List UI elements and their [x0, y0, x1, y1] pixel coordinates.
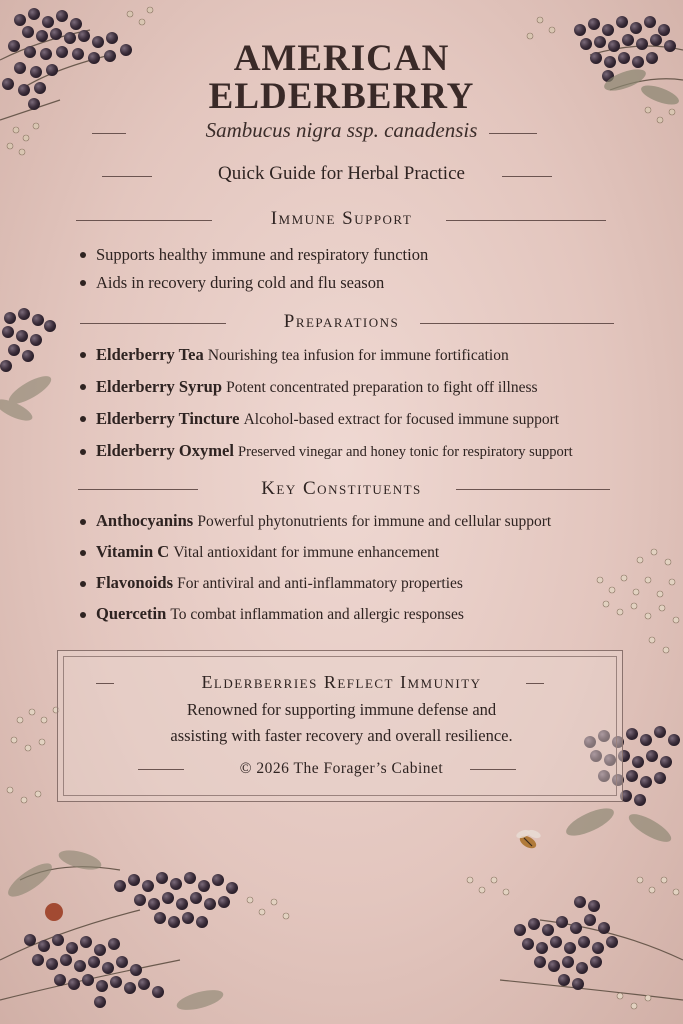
list-item: Aids in recovery during cold and flu season: [80, 269, 428, 297]
section-heading-immune: Immune Support: [270, 208, 413, 229]
list-item: Elderberry Tincture Alcohol-based extract for focused immune support: [80, 403, 573, 435]
list-item: Elderberry Oxymel Preserved vinegar and honey tonic for respiratory support: [80, 435, 573, 468]
title-line-2: ELDERBERRY: [208, 76, 475, 117]
list-item: Supports healthy immune and respiratory function: [80, 241, 428, 269]
section-heading-preparations: Preparations: [283, 311, 400, 332]
constituents-rule-right: [456, 489, 610, 490]
preparations-rule-right: [420, 323, 614, 324]
list-item: Flavonoids For antiviral and anti-inflammatory properties: [80, 568, 551, 599]
panel-text-line-2: assisting with faster recovery and overall resilience.: [170, 726, 513, 745]
subtitle-rule-right: [489, 133, 537, 134]
list-item: Vitamin C Vital antioxidant for immune enhancement: [80, 537, 551, 568]
panel-text-line-1: Renowned for supporting immune defense and: [186, 700, 497, 719]
constituents-list: [80, 506, 551, 630]
copyright: © 2026 The Forager’s Cabinet: [239, 760, 444, 777]
guide-subtitle: Quick Guide for Herbal Practice: [218, 163, 465, 184]
guide-rule-right: [502, 176, 552, 177]
title-line-1: AMERICAN: [233, 38, 450, 79]
immune-rule-right: [446, 220, 606, 221]
list-item: Anthocyanins Powerful phytonutrients for immune and cellular support: [80, 506, 551, 537]
section-heading-constituents: Key Constituents: [261, 478, 422, 499]
list-item: Elderberry Syrup Potent concentrated preparation to fight off illness: [80, 371, 573, 403]
list-item: Elderberry Tea Nourishing tea infusion for immune fortification: [80, 339, 573, 371]
panel-title-dash-right: [526, 683, 544, 684]
preparations-list: [80, 339, 573, 468]
list-item: Quercetin To combat inflammation and allergic responses: [80, 599, 551, 630]
copyright-rule-right: [470, 769, 516, 770]
scientific-name: Sambucus nigra ssp. canadensis: [205, 118, 478, 142]
immune-list: [80, 241, 428, 297]
panel-title: Elderberries Reflect Immunity: [201, 672, 482, 692]
